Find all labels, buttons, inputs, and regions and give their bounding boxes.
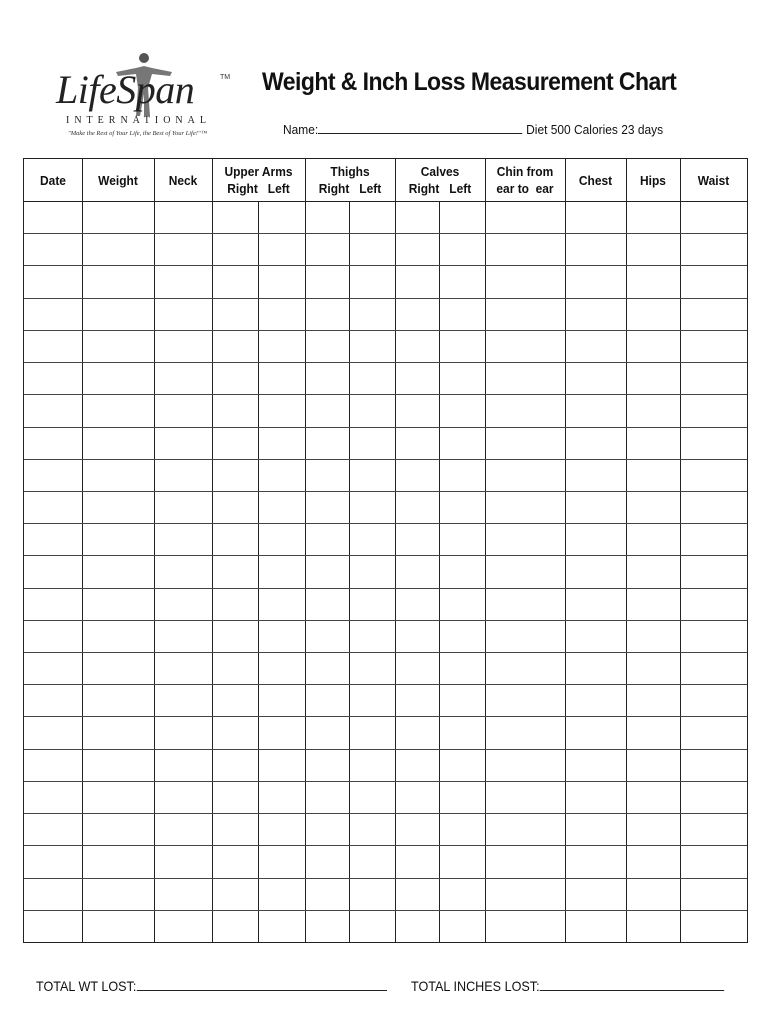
row-divider [24, 910, 747, 911]
diet-text: Diet 500 Calories 23 days [526, 122, 664, 137]
row-divider [24, 491, 747, 492]
column-divider [82, 159, 83, 942]
total-inches-row [411, 978, 724, 994]
logo-international: INTERNATIONAL [66, 115, 211, 126]
row-divider [24, 845, 747, 846]
column-divider [395, 159, 396, 942]
row-divider [24, 749, 747, 750]
header-thighs-sub: Right Left [318, 181, 382, 196]
row-divider [24, 878, 747, 879]
header-date: Date [40, 172, 66, 188]
row-divider [24, 427, 747, 428]
header-upper-arms-sub: Right Left [227, 181, 290, 196]
lifespan-logo [52, 48, 232, 140]
sub-column-divider [349, 201, 350, 942]
logo-wordmark: LifeSpan [56, 67, 195, 112]
header-thighs-label: Thighs [330, 164, 370, 179]
row-divider [24, 620, 747, 621]
sub-column-divider [439, 201, 440, 942]
header-neck: Neck [168, 172, 198, 188]
measurement-table [23, 158, 748, 943]
total-inches-field[interactable] [540, 978, 725, 991]
header-hips: Hips [640, 172, 666, 188]
total-wt-label: TOTAL WT LOST: [36, 978, 137, 994]
total-wt-field[interactable] [136, 978, 386, 991]
header-calves-label: Calves [420, 164, 460, 179]
header-chin [488, 159, 562, 201]
row-divider [24, 716, 747, 717]
row-divider [24, 233, 747, 234]
header-waist: Waist [697, 172, 730, 188]
header-chin-line2: ear to ear [496, 181, 554, 196]
sub-column-divider [258, 201, 259, 942]
column-divider [154, 159, 155, 942]
logo-tagline: "Make the Rest of Your Life, the Best of Your Life!"™ [68, 130, 207, 137]
row-divider [24, 523, 747, 524]
header-calves [399, 159, 482, 201]
name-label: Name: [283, 122, 319, 137]
row-divider [24, 781, 747, 782]
header-upper-arms-label: Upper Arms [224, 164, 293, 179]
page-title: Weight & Inch Loss Measurement Chart [262, 68, 677, 96]
name-field[interactable] [318, 123, 522, 134]
row-divider [24, 394, 747, 395]
row-divider [24, 813, 747, 814]
total-inches-label: TOTAL INCHES LOST: [411, 978, 540, 994]
row-divider [24, 265, 747, 266]
header-chest: Chest [578, 172, 613, 188]
header-thighs [309, 159, 392, 201]
row-divider [24, 362, 747, 363]
row-divider [24, 652, 747, 653]
row-divider [24, 459, 747, 460]
row-divider [24, 298, 747, 299]
row-divider [24, 588, 747, 589]
row-divider [24, 684, 747, 685]
column-divider [485, 159, 486, 942]
column-divider [565, 159, 566, 942]
row-divider [24, 330, 747, 331]
total-wt-row [36, 978, 387, 994]
row-divider [24, 201, 747, 202]
header-weight: Weight [98, 172, 138, 188]
column-divider [626, 159, 627, 942]
column-divider [680, 159, 681, 942]
header-calves-sub: Right Left [408, 181, 472, 196]
header-upper-arms [216, 159, 302, 201]
column-divider [305, 159, 306, 942]
row-divider [24, 555, 747, 556]
logo-trademark: TM [220, 74, 231, 81]
header-chin-line1: Chin from [496, 164, 554, 179]
name-row [283, 122, 663, 137]
column-divider [212, 159, 213, 942]
